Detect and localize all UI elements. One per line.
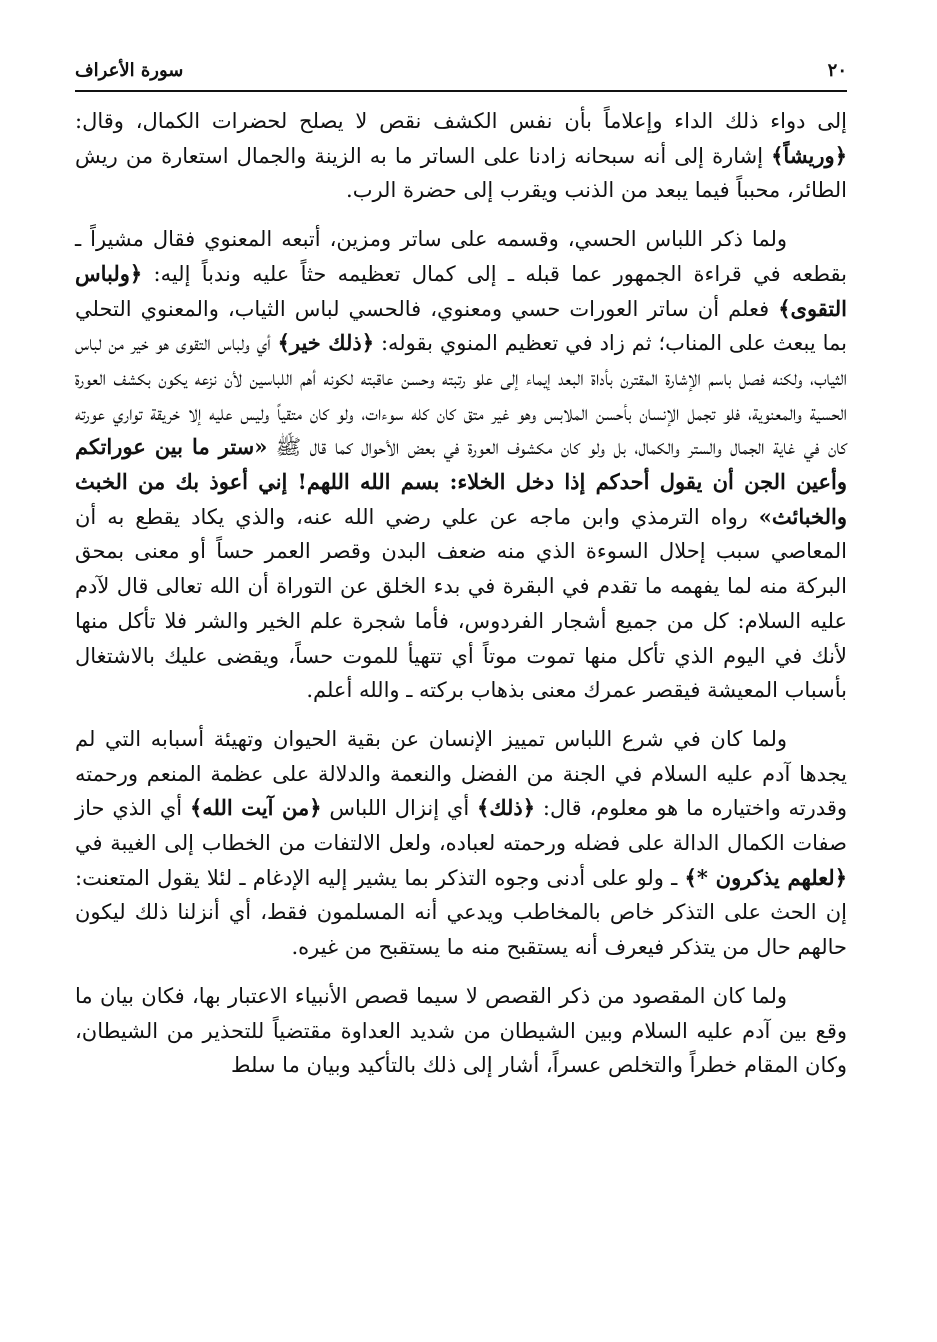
text-run: ـ ولو على أدنى وجوه التذكر بما يشير إليه الإدغام ـ لئلا يقول المتعنت: إن الحث على التذكر خاص بالمخاطب ويدعي أنه المسلمون فقط، أي أنزلنا ذلك ليكون حالهم حال من يتذكر فيعرف أنه يستقبح منه ما يستقبح من غيره. — [75, 865, 847, 960]
page-body — [75, 104, 847, 1097]
text-run: ولما كان في شرع اللباس تمييز الإنسان عن بقية الحيوان وتهيئة أسبابه التي لم يجدها آدم عليه السلام في الجنة من الفضل والنعمة والدلالة على عظمة المنعم ورحمته وقدرته واختياره ما هو معلوم، قال: — [75, 726, 847, 821]
quoted-text: ﴿ولباس التقوى﴾ — [75, 260, 847, 321]
text-run: أي ولباس التقوى هو خير من لباس الثياب، ولكنه فصل باسم الإشارة المقترن بأداة البعد إيماء إلى علو رتبته وحسن عاقبته لكونه أهم اللباسين لأن نزعه يكون بكشف العورة الحسية والمعنوية، فلو تجمل الإنسان بأحسن الملابس وهو غير متق كان كله سوءات، ولو كان متقياً وليس عليه إلا خريقة تواري عورته كان في غاية الجمال والستر والكمال، بل ولو كان مكشوف العورة في بعض الأحوال كما قال ﷺ — [75, 331, 847, 460]
page-header — [75, 60, 847, 90]
text-run: فعلم أن ساتر العورات حسي ومعنوي، فالحسي لباس الثياب، والمعنوي التحلي بما يبعث على المناب؛ ثم زاد في تعظيم المنوي بقوله: — [75, 296, 847, 356]
text-run: إشارة إلى أنه سبحانه زادنا على الساتر ما به الزينة والجمال استعارة من ريش الطائر، محبباً فيما يبعد من الذنب ويقرب إلى حضرة الرب. — [75, 143, 847, 203]
paragraph-4 — [75, 979, 847, 1083]
text-run: رواه الترمذي وابن ماجه عن علي رضي الله عنه، والذي يكاد يقطع به أن المعاصي سبب إحلال السوءة الذي منه ضعف البدن وقصر العمر حساً أو معنى بمحق البركة منه لما يفهمه ما تقدم في البقرة في بدء الخلق عن التوراة أن الله تعالى قال لآدم عليه السلام: كل من جميع أشجار الفردوس، فأما شجرة علم الخير والشر فلا تأكل منها لأنك في اليوم الذي تأكل منها تموت موتاً أي تتهيأ للموت حساً، ويقضى عليك بالاشتغال بأسباب المعيشة فيقصر عمرك معنى بذهاب بركته ـ والله أعلم. — [75, 504, 847, 703]
quoted-text: ﴿ذلك خير﴾ — [277, 330, 375, 356]
text-run: أي الذي حاز صفات الكمال الدالة على فضله ورحمته لعباده، ولعل الالتفات من الخطاب إلى الغيبة في — [75, 796, 847, 856]
text-run: ولما ذكر اللباس الحسي، وقسمه على ساتر ومزين، أتبعه المعنوي فقال مشيراً ـ بقطعه في قراءة الجمهور عما قبله ـ إلى كمال تعظيمه حثاً عليه وندباً إليه: — [75, 227, 847, 286]
quoted-text: ﴿وريشاً﴾ — [771, 142, 847, 168]
header-divider — [75, 90, 847, 92]
text-run: إلى دواء ذلك الداء وإعلاماً بأن نفس الكشف نقص لا يصلح لحضرات الكمال، وقال: — [75, 109, 847, 133]
quoted-text: ﴿لعلهم يذكرون *﴾ — [684, 864, 848, 890]
page-number: ٢٠ — [827, 60, 847, 81]
text-run: أي إنزال اللباس — [321, 796, 478, 821]
quoted-text: ﴿من آيت الله﴾ — [189, 795, 322, 821]
paragraph-1 — [75, 104, 847, 208]
paragraph-2 — [75, 222, 847, 708]
quoted-text: «ستر ما بين عوراتكم وأعين الجن أن يقول أحدكم إذا دخل الخلاء: بسم الله اللهم! إني أعوذ بك من الخبث والخبائث» — [75, 434, 847, 529]
surah-title: سورة الأعراف — [75, 60, 184, 81]
paragraph-3 — [75, 722, 847, 965]
quoted-text: ﴿ذلك﴾ — [477, 795, 536, 821]
text-run: ولما كان المقصود من ذكر القصص لا سيما قصص الأنبياء الاعتبار بها، فكان بيان ما وقع بين آدم عليه السلام وبين الشيطان من شديد العداوة مقتضياً للتحذير من الشيطان، وكان المقام خطراً والتخلص عسراً، أشار إلى ذلك بالتأكيد وبيان ما سلط — [75, 983, 847, 1078]
